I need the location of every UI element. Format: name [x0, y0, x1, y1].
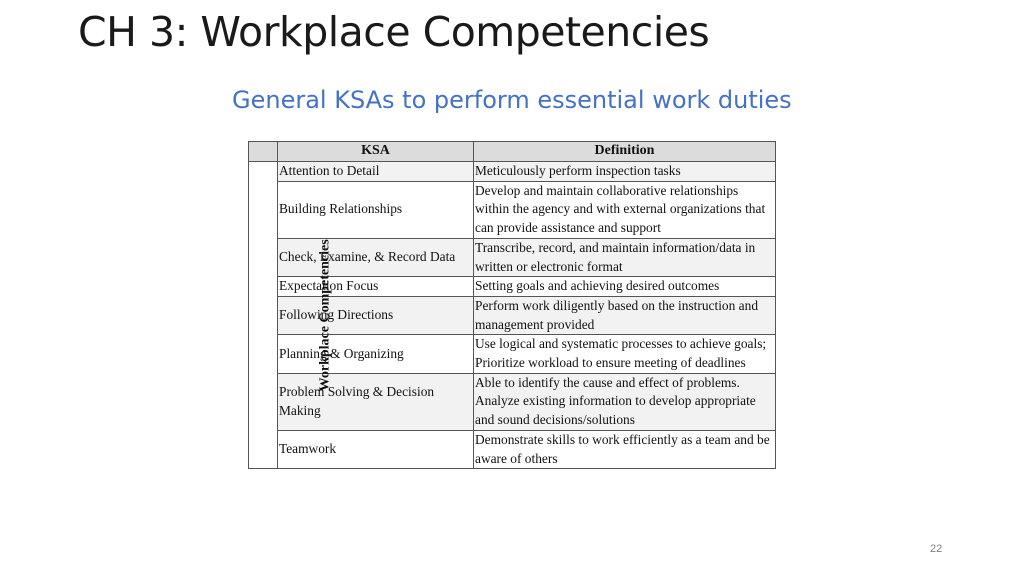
ksa-cell: Problem Solving & Decision Making [278, 373, 474, 430]
ksa-cell: Teamwork [278, 430, 474, 468]
definition-cell: Demonstrate skills to work efficiently as a team and be aware of others [474, 430, 776, 468]
definition-cell: Meticulously perform inspection tasks [474, 162, 776, 182]
table-row [249, 162, 776, 182]
ksa-cell: Planning & Organizing [278, 335, 474, 373]
ksa-cell: Expectation Focus [278, 277, 474, 297]
table-row [249, 430, 776, 468]
definition-cell: Develop and maintain collaborative relationships within the agency and with external organizations that can provide assistance and support [474, 181, 776, 238]
ksa-cell: Check, Examine, & Record Data [278, 238, 474, 276]
header-definition: Definition [474, 142, 776, 162]
definition-cell: Use logical and systematic processes to achieve goals; Prioritize workload to ensure meeting of deadlines [474, 335, 776, 373]
definition-cell: Setting goals and achieving desired outcomes [474, 277, 776, 297]
definition-cell: Perform work diligently based on the instruction and management provided [474, 296, 776, 334]
side-label: Workplace Competencies [317, 239, 333, 392]
ksa-cell: Building Relationships [278, 181, 474, 238]
definition-cell: Transcribe, record, and maintain information/data in written or electronic format [474, 238, 776, 276]
slide-title: CH 3: Workplace Competencies [78, 8, 710, 56]
ksa-cell: Attention to Detail [278, 162, 474, 182]
slide-subtitle: General KSAs to perform essential work duties [232, 86, 792, 114]
table-row [249, 181, 776, 238]
ksa-cell: Following Directions [278, 296, 474, 334]
table-header-row [249, 142, 776, 162]
page-number: 22 [930, 543, 943, 555]
definition-cell: Able to identify the cause and effect of problems. Analyze existing information to develop appropriate and sound decisions/solutions [474, 373, 776, 430]
header-ksa: KSA [278, 142, 474, 162]
table-corner-cell [249, 142, 278, 162]
ksa-table [248, 141, 776, 469]
